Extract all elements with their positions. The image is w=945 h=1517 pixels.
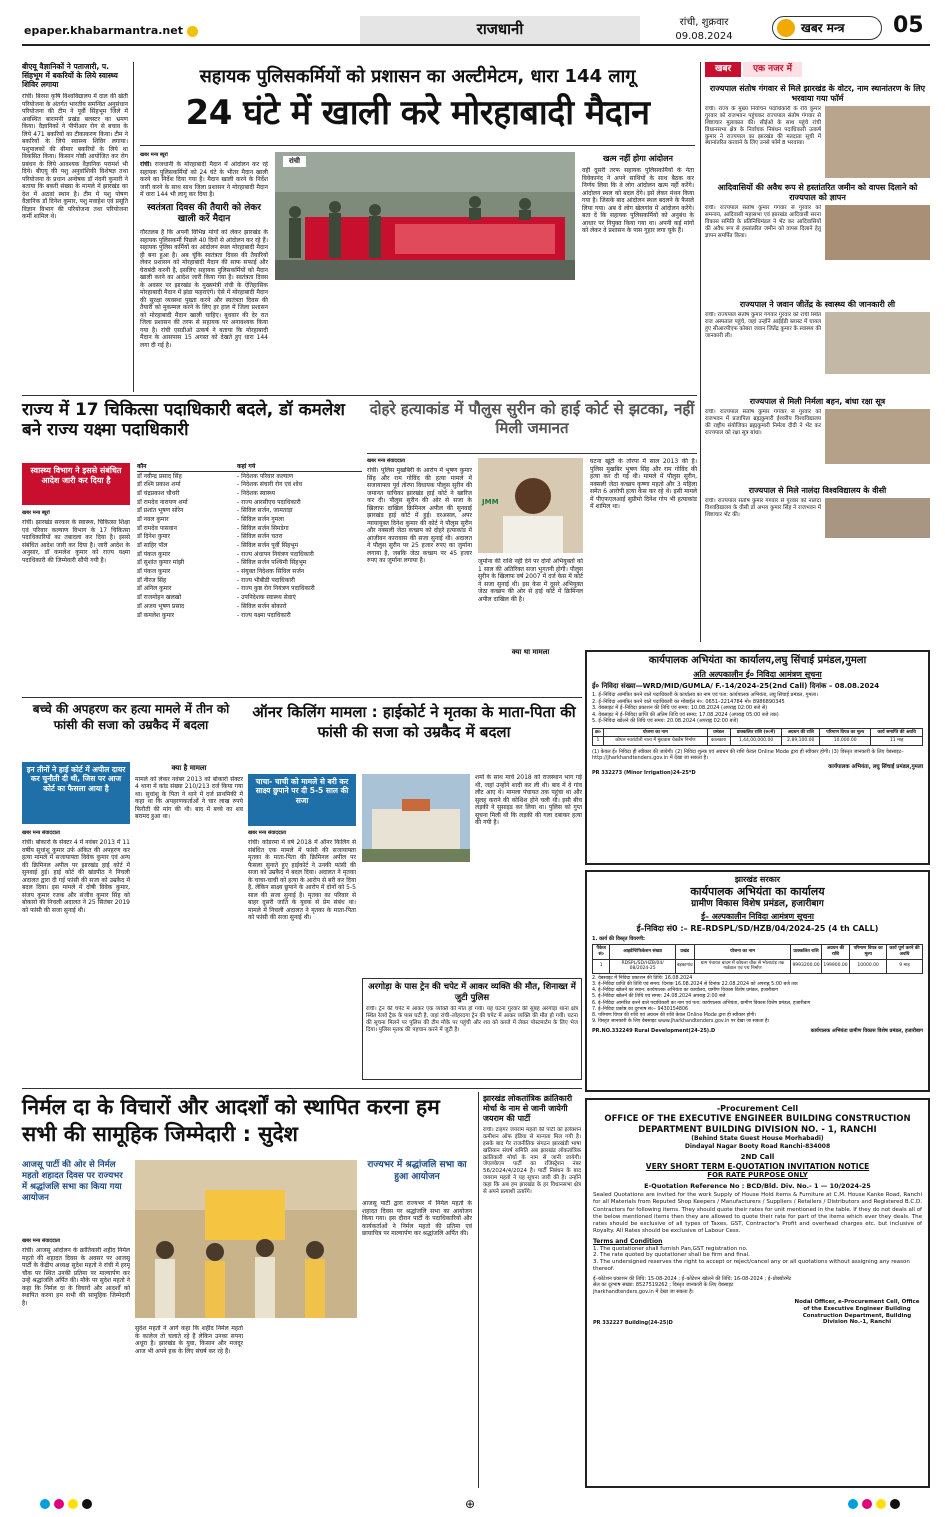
right-column-divider [700, 62, 701, 642]
table-cell: 1 [593, 959, 610, 973]
color-dots-right [848, 1499, 900, 1509]
paulus-body-3a [478, 658, 583, 693]
doctors-col-who: कौन [137, 463, 147, 470]
doctor-posting: - उपनिदेशक स्वास्थ्य सेवाएं [237, 594, 296, 602]
table-row [137, 603, 362, 612]
doctor-name: डॉ पंकज कुमार [137, 568, 171, 576]
doctor-name: डॉ अजय भूषण प्रसाद [137, 602, 185, 610]
honour-body: रांची। कोडरमा में वर्ष 2018 में ऑनर किलिंग से संबंधित एक मामले में फांसी की सजायाफ्ता मृतका के माता-पिता की क्रिमिनल अपील पर फैसला सुनाते हुए हाईकोर्ट ने उनकी फांसी की सजा को उम्रकैद में बदल दिया। अदालत ने मृतका के चाचा-चाची को हत्या के आरोप से बरी कर दिया है, लेकिन साक्ष्य छुपाने के आरोप में दोनों को 5-5 साल की सजा सुनाई है। मृतका का परिवार से बाहर दूसरी जाति के युवक से प्रेम संबंध था। मामले में निचली अदालत ने मृतका के माता-पिता को फांसी की सजा सुनाई थी। [248, 839, 356, 922]
table-cell: 9993200.00 [791, 959, 821, 973]
doctor-posting: - निदेशक परिवार कल्याण [237, 472, 294, 480]
table-cell: 10,000.00 [820, 737, 871, 746]
ad3-signature: Nodal Officer, e-Procurement Cell, Office of the Executive Engineer Building Construction Department, Building Division No.-1, Ranchi [794, 1298, 920, 1326]
ad1-signature: कार्यपालक अभियंता, लघु सिंचाई प्रमंडल,गुमला [828, 763, 923, 770]
ad2-title: ई– अल्पकालीन निविदा आमंत्रण सूचना [701, 912, 814, 921]
doctor-posting: - सिविल सर्जन पश्चिमी सिंहभूम [237, 559, 307, 567]
table-header-cell: कार्य पूर्ण करने की अवधि [886, 945, 922, 959]
governor-brief-1-headline: राज्यपाल संतोष गंगवार से मिले झारखंड के वोटर, नाम स्थानांतरण के लिए भरवाया गया फॉर्म [709, 84, 926, 103]
governor-brief-4-body: रांची। राज्यपाल संतोष कुमार गंगवार से गुरवार को राजभवन में प्रजापिता ब्रह्मकुमारी ईश्वरीय विश्वविद्यालय की राष्ट्रीय संयोजिका ब्रह्मकुमारी निर्मला दीदी ने भेंट कर राज्यपाल को रक्षा सूत्र बांधा। [705, 409, 821, 436]
lead-dateline: रांची। [140, 161, 152, 169]
paulus-body-3: घटना खूंटी के तोरपा में साल 2013 की है। पुलिस मुखबिर भूषण सिंह और राम गोविंद की हत्या कर दी गई थी। मामले में पौलुस सुरीन, नक्सली जेठा कच्छप कृष्णा महतो और 3 महिला समेत 6 आरोपी हत्या केस कर रहे थे। इसी मामले में पीएफएलआई सुप्रीमो दिनेश गोप भी हत्याकांड में शामिल था। [590, 458, 697, 510]
doctors-byline: खबर मन्त्र ब्यूरो [22, 510, 50, 516]
brief-tag-nazar: एक नजर में [743, 62, 802, 77]
paulus-photo [478, 458, 583, 553]
column-divider [133, 62, 134, 392]
governor-brief-5 [705, 486, 930, 544]
jlkm-story [483, 1094, 581, 1488]
table-row [137, 585, 362, 594]
table-cell: बड़कागांव [675, 959, 694, 973]
governor-brief-1 [705, 84, 930, 178]
governor-brief-5-photo [825, 498, 930, 538]
table-cell: 1 [593, 737, 604, 746]
doctors-col-where: कहां गये [237, 463, 256, 470]
table-row [137, 507, 362, 516]
jlkm-divider [478, 1092, 479, 1488]
table-header-cell: आइडेन्टिफिकेशन संख्या [610, 945, 675, 959]
doctor-name: डॉ कमलेश कुमार [137, 611, 175, 619]
magenta-dot-icon [862, 1499, 872, 1509]
doctor-posting: - सिविल सर्जन सिमडेगा [237, 524, 289, 532]
doctor-posting: - राज्य भीबीडी पदाधिकारी [237, 576, 295, 584]
section-title: राजधानी [360, 16, 640, 44]
ad2-ref: ई–निविदा सं0 :– RE-RDSPL/SD/HZB/04/2024-25 (4 th CALL) [636, 924, 879, 933]
table-row [137, 499, 362, 508]
doctors-headline: राज्य में 17 चिकित्सा पदाधिकारी बदले, डॉ कमलेश बने राज्य यक्ष्मा पदाधिकारी [22, 400, 345, 441]
doctor-posting: - सिविल सर्जन बोकारो [237, 602, 287, 610]
governor-brief-5-body: रांची। राज्यपाल संतोष कुमार गंगवार से गुरवार को नालंदा विश्वविद्यालय के वीसी डॉ अभय कुमार सिंह ने राजभवन में शिष्टाचार भेंट की। [705, 498, 821, 518]
ad3-terms: Terms and Condition [593, 1238, 663, 1246]
doctor-name: डॉ नवल कुमार [137, 515, 169, 523]
ad3-office: OFFICE OF THE EXECUTIVE ENGINEER BUILDING CONSTRUCTION DEPARTMENT BUILDING DIVISION NO. - 1, RANCHI [604, 1114, 911, 1135]
fansi-headline: बच्चे की अपहरण कर हत्या मामले में तीन को फांसी की सजा को उम्रकैद में बदला [32, 702, 230, 732]
ad2-govt: झारखंड सरकार [734, 875, 781, 884]
cyan-dot-icon [40, 1499, 50, 1509]
fansi-body-2: मामले को लेकर नवंबर 2013 को बोकारो सेक्टर 4 थाना में कांड संख्या 210/213 दर्ज किया गया था। सुधांशु के पिता ने थाने में दर्ज प्राथमिकी में कहा था कि अपहरणकर्ताओं ने चार लाख रुपये फिरौती की मांग की थी। बाद में बच्चे का शव बरामद हुआ था। [135, 775, 243, 821]
lead-subhead-2: खत्म नहीं होगा आंदोलन [603, 154, 673, 163]
paulus-headline: दोहरे हत्याकांड में पौलुस सुरीन को हाई कोर्ट से झटका, नहीं मिली जमानत [369, 400, 695, 437]
doctor-name: डॉ नवीन्द्र प्रसाद सिंह [137, 472, 182, 480]
table-row [137, 473, 362, 482]
cyan-dot-icon [848, 1499, 858, 1509]
tender-ad-gumla [585, 650, 930, 865]
nirmal-headline: निर्मल दा के विचारों और आदर्शों को स्थापित करना हम सभी की सामूहिक जिम्मेदारी : सुदेश [22, 1095, 440, 1147]
ad2-table-header [593, 945, 923, 959]
ad2-pr: PR.NO.332249 Rural Development(24-25).D [592, 1027, 716, 1034]
nirmal-byline: खबर मन्त्र संवाददाता [22, 1238, 61, 1244]
doctor-name: डॉ अनिल कुमार [137, 585, 172, 593]
doctor-posting: - राज्य कुष्ठ रोग नियंत्रण पदाधिकारी [237, 585, 315, 593]
doctor-name: डॉ सुशांत कुमार मांझी [137, 559, 185, 567]
ad3-title: VERY SHORT TERM E-QUOTATION INVITATION NOTICE [645, 1162, 870, 1171]
tender-ad-hazaribagh [585, 870, 930, 1092]
ad2-line-6: 7. ई–निविदा प्रकोष्ठ का दूरभाष सं०– 9430154806 [592, 1006, 689, 1012]
doctor-name: डॉ दिनेश कुमार [137, 533, 170, 541]
table-row [137, 481, 362, 490]
lead-byline: खबर मन्त्र ब्यूरो [140, 152, 168, 158]
governor-brief-5-headline: राज्यपाल से मिले नालंदा विश्वविद्यालय के वीसी [748, 486, 887, 495]
arkhora-body: रांची। ट्रेन की चपेट में आकर एक व्यक्ति की मौत हो गयी। यह घटना गुरवार की सुबह अरगोड़ा थाना क्षेत्र स्थित रेलवे ट्रैक के पास घटी है, जहां रांची–लोहरदगा ट्रेन की चपेट में आकर व्यक्ति की मौत हो गयी। घटना की सूचना मिलने पर पुलिस की टीम मौके पर पहुंची और शव को कब्जे में लेकर पोस्टमार्टम के लिए भेज दिया। पुलिस मृतक की पहचान करने में जुटी है। [366, 1006, 578, 1033]
lead-col-3 [582, 152, 694, 392]
table-header-cell: योजना का नाम [694, 945, 791, 959]
governor-brief-4 [705, 397, 930, 481]
issue-date: 09.08.2024 [675, 31, 733, 42]
honour-kicker: चाचा- चाची को मामले से बरी कर साक्ष्य छुपाने पर दी 5-5 साल की सजा [248, 774, 356, 826]
ad3-term-3: 3. The undersigned reserves the right to accept or reject/cancel any or all quotations without assigning any reason thereof. [593, 1259, 910, 1273]
paulus-body-2: जुर्माना की राशि नहीं देने पर दोनों अभियुक्तों को 1 साल की अतिरिक्त सजा भुगतनी होगी। पौलुस सुरीन के खिलाफ वर्ष 2007 में दर्ज केस में कोर्ट ने सजा सुनाई थी। इस केस में दूसरे अभियुक्त जेठा कच्छप की ओर से हाई कोर्ट में क्रिमिनल अपील दाखिल की है। [478, 558, 583, 603]
ad2-line-1: 2. वेबसाइट में निविदा प्रकाशन की तिथि: 16.08.2024 [592, 975, 693, 981]
table-cell: 11 माह [871, 737, 923, 746]
honour-body-2: शर्मा के साथ मार्च 2018 को राजस्थान भाग गई थी, जहां उन्होंने शादी कर ली थी। बाद में वे गांव लौट आए थे। मामला पंचायत तक पहुंचा था और सुलह कराने की कोशिश होने चली थी। इसी बीच लड़की ने सुसाइड कर लिया था। पुलिस को गुप्त सूचना मिली थी कि लड़की की गला दबाकर हत्या की गयी है। [475, 774, 582, 826]
table-cell: RDSPL/SD/HZB/04/ 08/2024-25 [610, 959, 675, 973]
ad3-pr: PR 332227 Building(24-25)D [593, 1320, 673, 1327]
governor-brief-3-headline: राज्यपाल ने जवान जीतेंद्र के स्वास्थ्य की जानकारी ली [739, 300, 896, 309]
doctors-table [137, 463, 362, 693]
doctor-name: डॉ पंकज कुमार [137, 550, 171, 558]
table-header-cell: प्रखंड [675, 945, 694, 959]
ad2-line-5: 6. ई–निविदा आमंत्रित करने वाले पदाधिकारी का नाम एवं पता: कार्यपालक अभियंता, ग्रामीण विकास विशेष प्रमंडल, हजारीबाग [592, 1000, 811, 1006]
lead-headline: 24 घंटे में खाली करे मोरहाबादी मैदान [185, 93, 650, 133]
lead-photo [275, 152, 575, 280]
doctor-name: डॉ चंद्रप्रकाश चौधरी [137, 489, 180, 497]
yellow-dot-icon [68, 1499, 78, 1509]
fansi-col-1 [22, 830, 130, 1080]
doctor-name: डॉ रामदेव पासवान [137, 524, 177, 532]
nirmal-kicker: आजसू पार्टी की ओर से निर्मल महतो शहादत दिवस पर राज्यभर में श्रद्धांजलि सभा का किया गया आयोजन [22, 1160, 123, 1204]
doctors-kicker: स्वास्थ्य विभाग ने इससे संबंधित आदेश जारी कर दिया है [22, 463, 130, 505]
magenta-dot-icon [54, 1499, 64, 1509]
ad2-table [592, 944, 923, 974]
doctor-posting: - राज्य अंधापन नियंत्रण पदाधिकारी [237, 550, 314, 558]
governor-brief-4-headline: राज्यपाल से मिली निर्मला बहन, बांधा रक्षा सूत्र [749, 397, 886, 406]
party-logo-tag: JMM [482, 498, 499, 506]
site-url-text[interactable]: epaper.khabarmantra.net [24, 24, 183, 37]
honour-col-1 [248, 830, 356, 975]
ad1-table-header [593, 728, 923, 737]
ad3-body: Sealed Quotations are invited for the work Supply of House Hold items & Furniture at C.M. House Kanke Road, Ranchi for all Materials from Reputed Shop Keepers / Manufacturers / Suppliers / Retailers / Distributors and Registered B.C.D. Contractors for following items. They should quote their rates for unit mentioned in the table. If they do not deals all of the below mentioned items then they are allowed to quote their rate for part of the items which ever they deals. The rates should be exclusive of all types of Taxes, GST, Contractor's Profit and overhead charges etc. but inclusive of Royalty. All Rates should be exclusive of Labour Cess. [593, 1192, 922, 1234]
ad1-notes: (1) केवल ई० निविदा ही स्वीकार की जायेगी। (2) निविदा शुल्क एवं अग्रधन की राशि केवल Online Mode द्वारा ही स्वीकार होगी। (3) विस्तृत जानकारी के लिए वेबसाइट– http://jharkhandtenders.gov.in में देखा जा सकता है। [592, 749, 904, 762]
table-cell: 10000.00 [850, 959, 887, 973]
paulus-col-1 [367, 458, 472, 693]
lead-body-3: वहीं दूसरी तरफ सहायक पुलिसकर्मियों के नेता विवेकानंद ने अपने साथियों के साथ बैठक कर निर्णय लिया कि वे लोग आंदोलन खत्म नहीं करेंगे। आंदोलन स्थल को बदल देंगे। इसे लेकर मंथन किया गया है। जिसके बाद आंदोलन स्थल बदलने के फैसले लिया गया। अब वे लोग खेलगांव में आंदोलन करेंगे। बता दें कि सहायक पुलिसकर्मियों को अनुबंध के आधार पर नियुक्त किया गया था। अपनी कई मांगों को लेकर वे प्रशासन के पास गुहार लगा चुके हैं। [582, 167, 694, 234]
table-cell: कालकारा [707, 737, 730, 746]
doctor-posting: - निदेशक स्वास्थ्य [237, 489, 275, 497]
ad3-address-1: (Behind State Guest House Morhabadi) [691, 1135, 824, 1143]
lead-body-1-text: राजधानी के मोरहाबादी मैदान में आंदोलन कर रहे सहायक पुलिसकर्मियों को 24 घंटे के भीतर मैदान खाली करने का निर्देश दिया गया है। मैदान खाली करने के निर्देश जारी करने के साथ साथ जिला प्रशासन ने मोरहाबादी मैदान में धारा 144 भी लागू कर दिया है। [140, 161, 268, 199]
nirmal-body: रांची। आजसू आंदोलन के क्रांतिकारी शहीद निर्मल महतो की शहादत दिवस के अवसर पर आजसू पार्टी के केंद्रीय अध्यक्ष सुदेश महतो ने रांची में हरमू चौक पर स्थित उनकी प्रतिमा पर माल्यार्पण कर उन्हें श्रद्धांजलि अर्पित की। मौके पर सुदेश महतो ने कहा कि निर्मल दा के विचारों और आदर्शों को स्थापित करना हम सभी की सामूहिक जिम्मेदारी है। [22, 1247, 130, 1307]
left-brief-headline: बीएयू वैज्ञानिकों ने पताजारी, प. सिंहभूम में बकरियों के लिये स्वास्थ्य शिविर लगाया [22, 62, 118, 89]
jlkm-body: रांची। टाइगर जयराम महतो की पार्टी को इलेक्शन कमीशन ऑफ इंडिया से मान्यता मिल गयी है। इसके बाद गैर राजनीतिक संगठन झारखंडी भाषा खतियान संघर्ष समिति अब झारखंड लोकतांत्रिक क्रांतिकारी मोर्चा के नाम से जानी जायेगी। जेएलकेएम पार्टी का रजिस्ट्रेशन नंबर 56/2024/4/2024 है। पार्टी निबंधन के बाद जयराम महतो ने यह सूचना जारी की है। उन्होंने कहा कि अब हम झारखंड के हर विधानसभा क्षेत्र से अपने प्रत्याशी उतारेंगे। [483, 1127, 581, 1195]
honour-photo [362, 774, 470, 862]
lead-body-photo-area [275, 286, 575, 392]
doctors-table-header [137, 463, 362, 472]
ad1-line-4: 4. वेबसाइट में ई–निविदा प्राप्ति की अंतिम तिथि एवं समय: 17.08.2024 (अपराह्न 05:00 बजे तक) [592, 711, 779, 718]
arkhora-box [362, 978, 582, 1080]
ad1-table [592, 728, 923, 746]
black-dot-icon [890, 1499, 900, 1509]
city-day: रांची, शुक्रवार [679, 17, 729, 28]
honour-headline: ऑनर किलिंग मामला : हाईकोर्ट ने मृतका के माता-पिता की फांसी की सजा को उम्रकैद में बदला [252, 703, 576, 742]
lead-rule [140, 145, 695, 146]
tribute-crowd-illustration [135, 1160, 357, 1318]
ad2-lines [592, 976, 923, 1026]
brand-logo: खबर मन्त्र [772, 16, 882, 40]
governor-brief-4-photo [825, 409, 930, 464]
fansi-subhead: क्या है मामला [171, 764, 207, 772]
governor-brief-2-headline: आदिवासियों की अवैध रूप से हस्तांतरित जमीन को वापस दिलाने को राज्यपाल को ज्ञापन [717, 183, 918, 202]
table-header-cell: क्र० [593, 728, 604, 737]
lead-body-2: गौरतलब है कि अपनी विभिन्न मांगों को लेकर झारखंड के सहायक पुलिसकर्मी पिछले 40 दिनों से आंदोलन कर रहे हैं। सहायक पुलिस कर्मियों का आंदोलन स्थल मोरहाबादी मैदान ही बना हुआ है। अब चूंकि स्वतंत्रता दिवस की तैयारियों लेकर प्रशासन को मोरहाबादी मैदान की साफ सफाई और घेराबंदी करनी है, इसलिए सहायक पुलिसकर्मियों को मैदान खाली करने का आदेश जारी किया गया है। स्वतंत्रता दिवस के अवसर पर झारखंड के मुख्यमंत्री रांची के ऐतिहासिक मोरहाबादी मैदान में झंडा फहराएंगे। ऐसे में मोरहाबादी मैदान की सुरक्षा व्यवस्था पुख्ता करने और स्वतंत्रता दिवस की तैयारी को मुकम्मल करने के लिए हर हाल में जिला प्रशासन को मोरहाबादी मैदान खाली चाहिए। बुधवार की देर रात जिला प्रशासन की तरफ से सहायक पर अनावश्यक किया गया है। रांची एसडीओ उत्कर्ष ने बताया कि मोरहाबादी मैदान के आसपास 15 अगस्त को देखते हुए धारा 144 लगा दी गई है। [140, 229, 268, 349]
table-row [137, 612, 362, 621]
jlkm-headline: झारखंड लोकतांत्रिक क्रांतिकारी मोर्चा के नाम से जानी जायेगी जयराम की पार्टी [483, 1094, 573, 1123]
table-row [137, 525, 362, 534]
governor-brief-3-body: रांची। राज्यपाल संतोष कुमार गंगवार गुरवार को रांची स्थित राज अस्पताल पहुंचे, जहां उन्होंने आईईडी ब्लास्ट में घायल हुए सीआरपीएफ कोबरा जवान जितेंद्र कुमार के स्वास्थ्य की जानकारी ली। [705, 312, 821, 339]
honour-body-mid [362, 866, 470, 974]
doctor-name: डॉ नीरज सिंह [137, 576, 167, 584]
table-header-cell: अग्रधन की राशि [821, 945, 850, 959]
tender-ad-building [585, 1098, 930, 1488]
lead-body-1 [140, 161, 268, 199]
governor-brief-2-photo [825, 205, 930, 260]
table-header-cell: पैकेज सं० [593, 945, 610, 959]
doctor-posting: - सिविल सर्जन गुमला [237, 515, 284, 523]
table-header-cell: परिमाण विपत्र का मूल्य [850, 945, 887, 959]
ad1-line-2: 2. ई–निविदा आमंत्रित करने वाले पदाधिकारी का मोबाईल नं०: 0651–2214784 मो० 8986890345 [592, 698, 785, 705]
paulus-byline: खबर मन्त्र संवाददाता [367, 458, 406, 464]
left-brief-body: रांची। बिरसा कृषि विश्वविद्यालय में दाल की खेती परियोजना के अंतर्गत भारतीय समन्वित अनुसंधान परियोजना की टीम ने पूर्वी सिंहभूम जिले में अवस्थित बारामनी प्रखंड बलस्टर का भ्रमण किया। वैज्ञानिकों ने पीपीआर रोग से बचाव के लिये 471 बकरियों का टीकाकरण किया। टीम ने बकरियों के लिये स्वास्थ्य शिविर लगाया। पशुपालकों की बीमार बकरियों के लिये था विकसित किया। किसान गोष्ठी आयोजित कर रोग प्रबंधन के लिये आवश्यक वैज्ञानिक परामर्श भी दिये। बीएयू की पशु अनुवांशिकी विशेषज्ञ तथा परियोजना के प्रधान अन्वेषक डॉ नंदनी कुमारी ने बताया कि बकरी संख्या के मामले में झारखंड का देश में अठवां स्थान है। टीम में पशु पोषण वैज्ञानिक डॉ दिनेश कुमार, पशु मवाहेश एवं प्रसूति विज्ञान विभाग की परियोजना तथा परियोजना कर्मी शामिल थे। [22, 93, 128, 220]
doctors-body: रांची। झारखंड सरकार के स्वास्थ्य, चिकित्सा शिक्षा एवं परिवार कल्याण विभाग के 17 चिकित्सा पदाधिकारियों का तबादला कर दिया है। इससे संबंधित आदेश जारी कर दिया है। जारी आदेश के अनुसार, डॉ कमलेश कुमार को राज्य यक्ष्मा पदाधिकारी की जिम्मेवारी सौंपी गयी है। [22, 519, 130, 564]
ad1-lines [592, 692, 923, 725]
table-cell: ग्राम पंचायत बादम में कोयला चौक से भोलाटांड़ तक गार्डवाल एवं पथ निर्माण [694, 959, 791, 973]
governor-brief-2-body: रांची। राज्यपाल संतोष कुमार गंगवार से गुरवार को समन्वय, आदिवासी महासभा एवं झारखंड आदिवासी सरना विकास समिति के प्रतिनिधिमंडल ने भेंट कर आदिवासियों की अवैध रूप से हस्तांतरित जमीन को वापस दिलाने हेतु ज्ञापन समर्पित किया। [705, 205, 821, 239]
governor-brief-2 [705, 183, 930, 295]
ad1-title: अति अल्पकालीन ई० निविदा आमंत्रण सूचना [693, 669, 822, 679]
doctor-name: डॉ रामदेव नारायण शर्मा [137, 498, 188, 506]
ad3-address-2: Dindayal Nagar Booty Road Ranchi-834008 [684, 1142, 831, 1150]
arkhora-headline: अरगोड़ा के पास ट्रेन की चपेट में आकर व्यक्ति की मौत, शिनाख्त में जुटी पुलिस [368, 982, 576, 1003]
table-cell: कोयल नवरांटोली नाला में मुंडावास चेकडैम निर्माण [603, 737, 707, 746]
table-row [137, 559, 362, 568]
table-header-cell: प्रमंडल [707, 728, 730, 737]
table-row [137, 516, 362, 525]
print-registration-strip [40, 1497, 900, 1511]
nirmal-photo [135, 1160, 357, 1318]
doctor-posting: - सिविल सर्जन, जामताड़ा [237, 507, 293, 515]
court-building-illustration [362, 774, 470, 862]
table-cell: 2,89,100.00 [782, 737, 820, 746]
left-brief [22, 62, 128, 392]
doctors-table-rows [137, 473, 362, 621]
ad2-subtitle: 1. कार्य की विस्तृत विवरणी: [592, 936, 646, 942]
table-header-cell: अग्रधन की राशि [782, 728, 820, 737]
table-cell: 199900.00 [821, 959, 850, 973]
doctor-name: डॉ प्रशांत भूषण सोरेन [137, 507, 184, 515]
paulus-body-1: रांची। पुलिस मुखबिरी के आरोप में भूषण कुमार सिंह और राम गोविंद की हत्या मामले में सजायाफ्ता पूर्व तोरपा विधायक पौलुस सुरीन की जमानत याचिका झारखंड हाई कोर्ट ने खारिज कर दी। पौलुस सुरीन की ओर से सजा के खिलाफ दाखिल क्रिमिनल अपील की सुनवाई झारखंड हाई कोर्ट में हुई। दरअसल, अपर न्यायायुक्त दिनेश कुमार की कोर्ट ने पौलुस सुरीन और नक्सली जेठा कच्छप को दोहरे हत्याकांड में आजीवन कारावास की सजा सुनाई थी। अदालत ने पौलुस सुरीन पर 25 हजार रुपए का जुर्माना लगाया है, जबकि जेठा कच्छप पर 45 हजार रुपए का जुर्माना लगाया है। [367, 467, 472, 565]
ad2-line-3: 4. ई–निविदा खोलने का स्थान: कार्यपालक अभियंता का कार्यालय, ग्रामीण विकास विशेष प्रमंडल, हजारीबाग [592, 988, 778, 994]
ad3-term-2: 2. The rate quoted by quotationer shall be firm and final. [593, 1252, 750, 1259]
doctor-name: डॉ राजमोहन खलखो [137, 594, 182, 602]
governor-brief-3 [705, 300, 930, 392]
brief-tag-khabar: खबर [705, 62, 741, 77]
ad1-office: कार्यपालक अभियंता का कार्यालय,लघु सिंचाई प्रमंडल,गुमला [648, 655, 867, 666]
news-brief-header [705, 62, 930, 80]
doctor-name: डॉ रश्मि प्रकाश शर्मा [137, 481, 181, 489]
fansi-body: रांची। बोकारो के सेक्टर 4 में नवंबर 2013 में 11 वर्षीय सुधांशु कुमार उर्फ अंकित की अपहरण कर हत्या मामले में सजायाफ्ता विवेक कुमार एवं अन्य की क्रिमिनल अपील पर झारखंड हाई कोर्ट में सुनवाई हुई। हाई कोर्ट की खंडपीठ ने निचली अदालत द्वारा दी गई फांसी की सजा को उम्रकैद में बदल दिया। इस मामले में दोषी विवेक कुमार, संजय कुमार रजक और संजीव कुमार सिंह को बोकारो की निचली अदालत ने 25 सितंबर 2019 को फांसी की सजा सुनाई थी। [22, 839, 130, 914]
protest-photo-illustration [275, 152, 575, 280]
ad1-pr: PR 332273 (Minor Irrigation)24-25*D [592, 770, 696, 777]
table-row [137, 594, 362, 603]
ad3-top: -Procurement Cell [716, 1104, 799, 1113]
honour-byline: खबर मन्त्र संवाददाता [248, 830, 287, 836]
yellow-dot-icon [876, 1499, 886, 1509]
doctor-posting: - सिविल सर्जन चतरा [237, 533, 283, 541]
table-row [137, 533, 362, 542]
table-header-cell: योजना का नाम [603, 728, 707, 737]
ad2-office: कार्यपालक अभियंता का कार्यालय [690, 885, 825, 898]
nirmal-col-1 [22, 1238, 130, 1488]
ad1-ref: ई० निविदा संख्या—WRD/MID/GUMLA/ F.-14/2024-25(2nd Call) दिनांक – 08.08.2024 [592, 681, 880, 690]
ad3-call: 2ND Call [740, 1153, 775, 1162]
ad2-signature: कार्यपालक अभियंता ग्रामीण विकास विशेष प्रमंडल, हजारीबाग [810, 1027, 923, 1034]
ad2-line-4: 5. ई–निविदा खोलने की तिथि एवं समय: 24.08.2024 अपराह्न 2:00 बजे [592, 994, 726, 1000]
table-header-cell: प्राक्कलित राशि [791, 945, 821, 959]
ad1-line-1: 1. ई–निविदा आमंत्रित करने वाले पदाधिकारी के कार्यालय का नाम एवं पता: कार्यपालक अभियंता, लघु सिंचाई प्रमंडल, गुमला। [592, 692, 818, 699]
lead-kicker: सहायक पुलिसकर्मियों को प्रशासन का अल्टीमेटम, धारा 144 लागू [199, 66, 636, 87]
row-rule-1 [22, 395, 697, 396]
site-url[interactable] [24, 24, 198, 38]
fansi-byline: खबर मन्त्र संवाददाता [22, 830, 61, 836]
paulus-rule [367, 453, 697, 454]
governor-brief-3-photo [825, 312, 930, 374]
table-row [137, 490, 362, 499]
table-row [137, 542, 362, 551]
dateline [650, 16, 758, 44]
ad3-term-1: 1. The quotationer shall furnish Pan,GST registration no. [593, 1245, 748, 1252]
nirmal-body-extra [248, 1325, 356, 1488]
ad2-dept: ग्रामीण विकास विशेष प्रमंडल, हजारीबाग [691, 898, 824, 909]
governor-brief-1-photo [825, 106, 930, 178]
table-header-cell: कार्य समाप्ति की अवधि [871, 728, 923, 737]
lead-subhead-1: स्वतंत्रता दिवस की तैयारी को लेकर खाली करें मैदान [147, 202, 261, 224]
nirmal-subkicker: राज्यभर में श्रद्धांजलि सभा का हुआ आयोजन [367, 1160, 467, 1182]
fansi-kicker: इन तीनों ने हाई कोर्ट में अपील दायर कर चुनौती दी थी, जिस पर आज कोर्ट का फैसला आया है [22, 762, 130, 824]
doctor-posting: - राज्य आरसीएच पदाधिकारी [237, 498, 301, 506]
paulus-subhead: क्या था मामला [511, 648, 550, 656]
fansi-col-2 [135, 762, 243, 1080]
logo-dot-icon [187, 26, 198, 37]
doctor-name: डॉ साहिर पॉल [137, 542, 168, 549]
crosshair-icon: ⊕ [464, 1496, 476, 1511]
doctors-text [22, 510, 130, 690]
doctor-posting: - निदेशक संचारी रोग एवं शोध [237, 481, 303, 489]
color-dots-left [40, 1499, 92, 1509]
page-number: 05 [893, 13, 924, 38]
ad3-notes: ई–कोटेशन प्रकाशन की तिथि: 15-08-2024 ; ई–कोटेशन खोलने की तिथि: 16-08-2024 ; ई–प्रोक्योरमेंट सेल का दूरभाष संख्या: 8527519262 ; विस्तृत जानकारी के लिए वेबसाइट jharkhandtenders.gov.in में देखा जा सकता है। [593, 1276, 792, 1295]
ad3-purpose: FOR RATE PURPOSE ONLY [707, 1171, 808, 1180]
ad1-table-row [593, 737, 923, 746]
table-row [137, 568, 362, 577]
black-dot-icon [82, 1499, 92, 1509]
ad2-line-2: 3. ई–निविदा प्राप्ति की तिथि एवं समय: दिनांक 16.08.2024 से दिनांक 22.08.2024 को अपराह्न 5:00 बजे तक [592, 981, 798, 987]
doctor-posting: - सिविल सर्जन पूर्वी सिंहभूम [237, 542, 299, 549]
table-cell: 1,44,00,000.00 [730, 737, 782, 746]
ad2-table-row [593, 959, 923, 973]
row-rule-3 [22, 1088, 582, 1089]
table-header-cell: प्राक्कलित राशि (रु०में) [730, 728, 782, 737]
ad3-ref: E-Quotation Reference No : BCD/Bld. Div. No.- 1 — 10/2024-25 [644, 1182, 871, 1191]
table-header-cell: परिमाण विपत्र का मूल्य [820, 728, 871, 737]
nirmal-body-2: आजसू पार्टी द्वारा राज्यभर में निर्मल महतो के शहादत दिवस पर श्रद्धांजलि सभा का आयोजन किया गया। इस दौरान पार्टी के पदाधिकारियों और कार्यकर्ताओं ने निर्मल महतो की प्रतिमा एवं छायाचित्र पर माल्यार्पण कर श्रद्धांजलि अर्पित की। [362, 1200, 472, 1237]
nirmal-body-3: सुदेश महतो ने आगे कहा कि शहीद निर्मल महतो के कालेज तो चलाते रहे हैं लेकिन उनका सपना अधूरा है। झारखंड के युवा, किसान और मजदूर आज भी अपने हक के लिए संघर्ष कर रहे हैं। [135, 1325, 243, 1355]
ad2-line-7: 8. परिमाण विपत्र की राशि एवं अग्रधन की राशि केवल Online Mode द्वारा ही स्वीकार होगी। [592, 1013, 757, 1019]
ad1-line-5: 5. ई–निविदा खोलने की तिथि एवं समय: 20.08.2024 (अपराह्न 02:00 बजे) [592, 718, 739, 725]
ad2-line-8: 9. विस्तृत जानकारी के लिए वेबसाइट www.jharkhandtenders.gov.in पर देखा जा सकता है। [592, 1019, 770, 1025]
governor-brief-1-body: रांची। राज्य के मुख्य निर्वाचन पदाधिकारी के रवि कुमार गुरवार को राजभवन पहुंचकर राज्यपाल संतोष गंगवार से शिष्टाचार मुलाकात की। सीईओ के साथ पहुंचे रांची विधानसभा क्षेत्र के निर्वाचक निबंधन पदाधिकारी उत्कर्ष कुमार ने राज्यपाल का झारखंड की मतदाता सूची में स्थानांतरित करवाने के लिए उनसे फॉर्म 8 भरवाया। [705, 106, 821, 147]
row-rule-2 [22, 697, 582, 698]
doctor-posting: - राज्य यक्ष्मा पदाधिकारी [237, 611, 291, 619]
governor-briefs [705, 84, 930, 644]
lead-col-1 [140, 152, 268, 392]
photo-location-tag: रांची [283, 156, 306, 167]
doctor-posting: - संयुक्त निदेशक सिविल सर्जन [237, 568, 305, 576]
ad1-line-3: 3. वेबसाइट में ई–निविदा प्रकाशन की तिथि एवं समय: 10.08.2024 (अपराह्न 02:00 बजे से) [592, 705, 768, 712]
table-cell: 9 माह [886, 959, 922, 973]
